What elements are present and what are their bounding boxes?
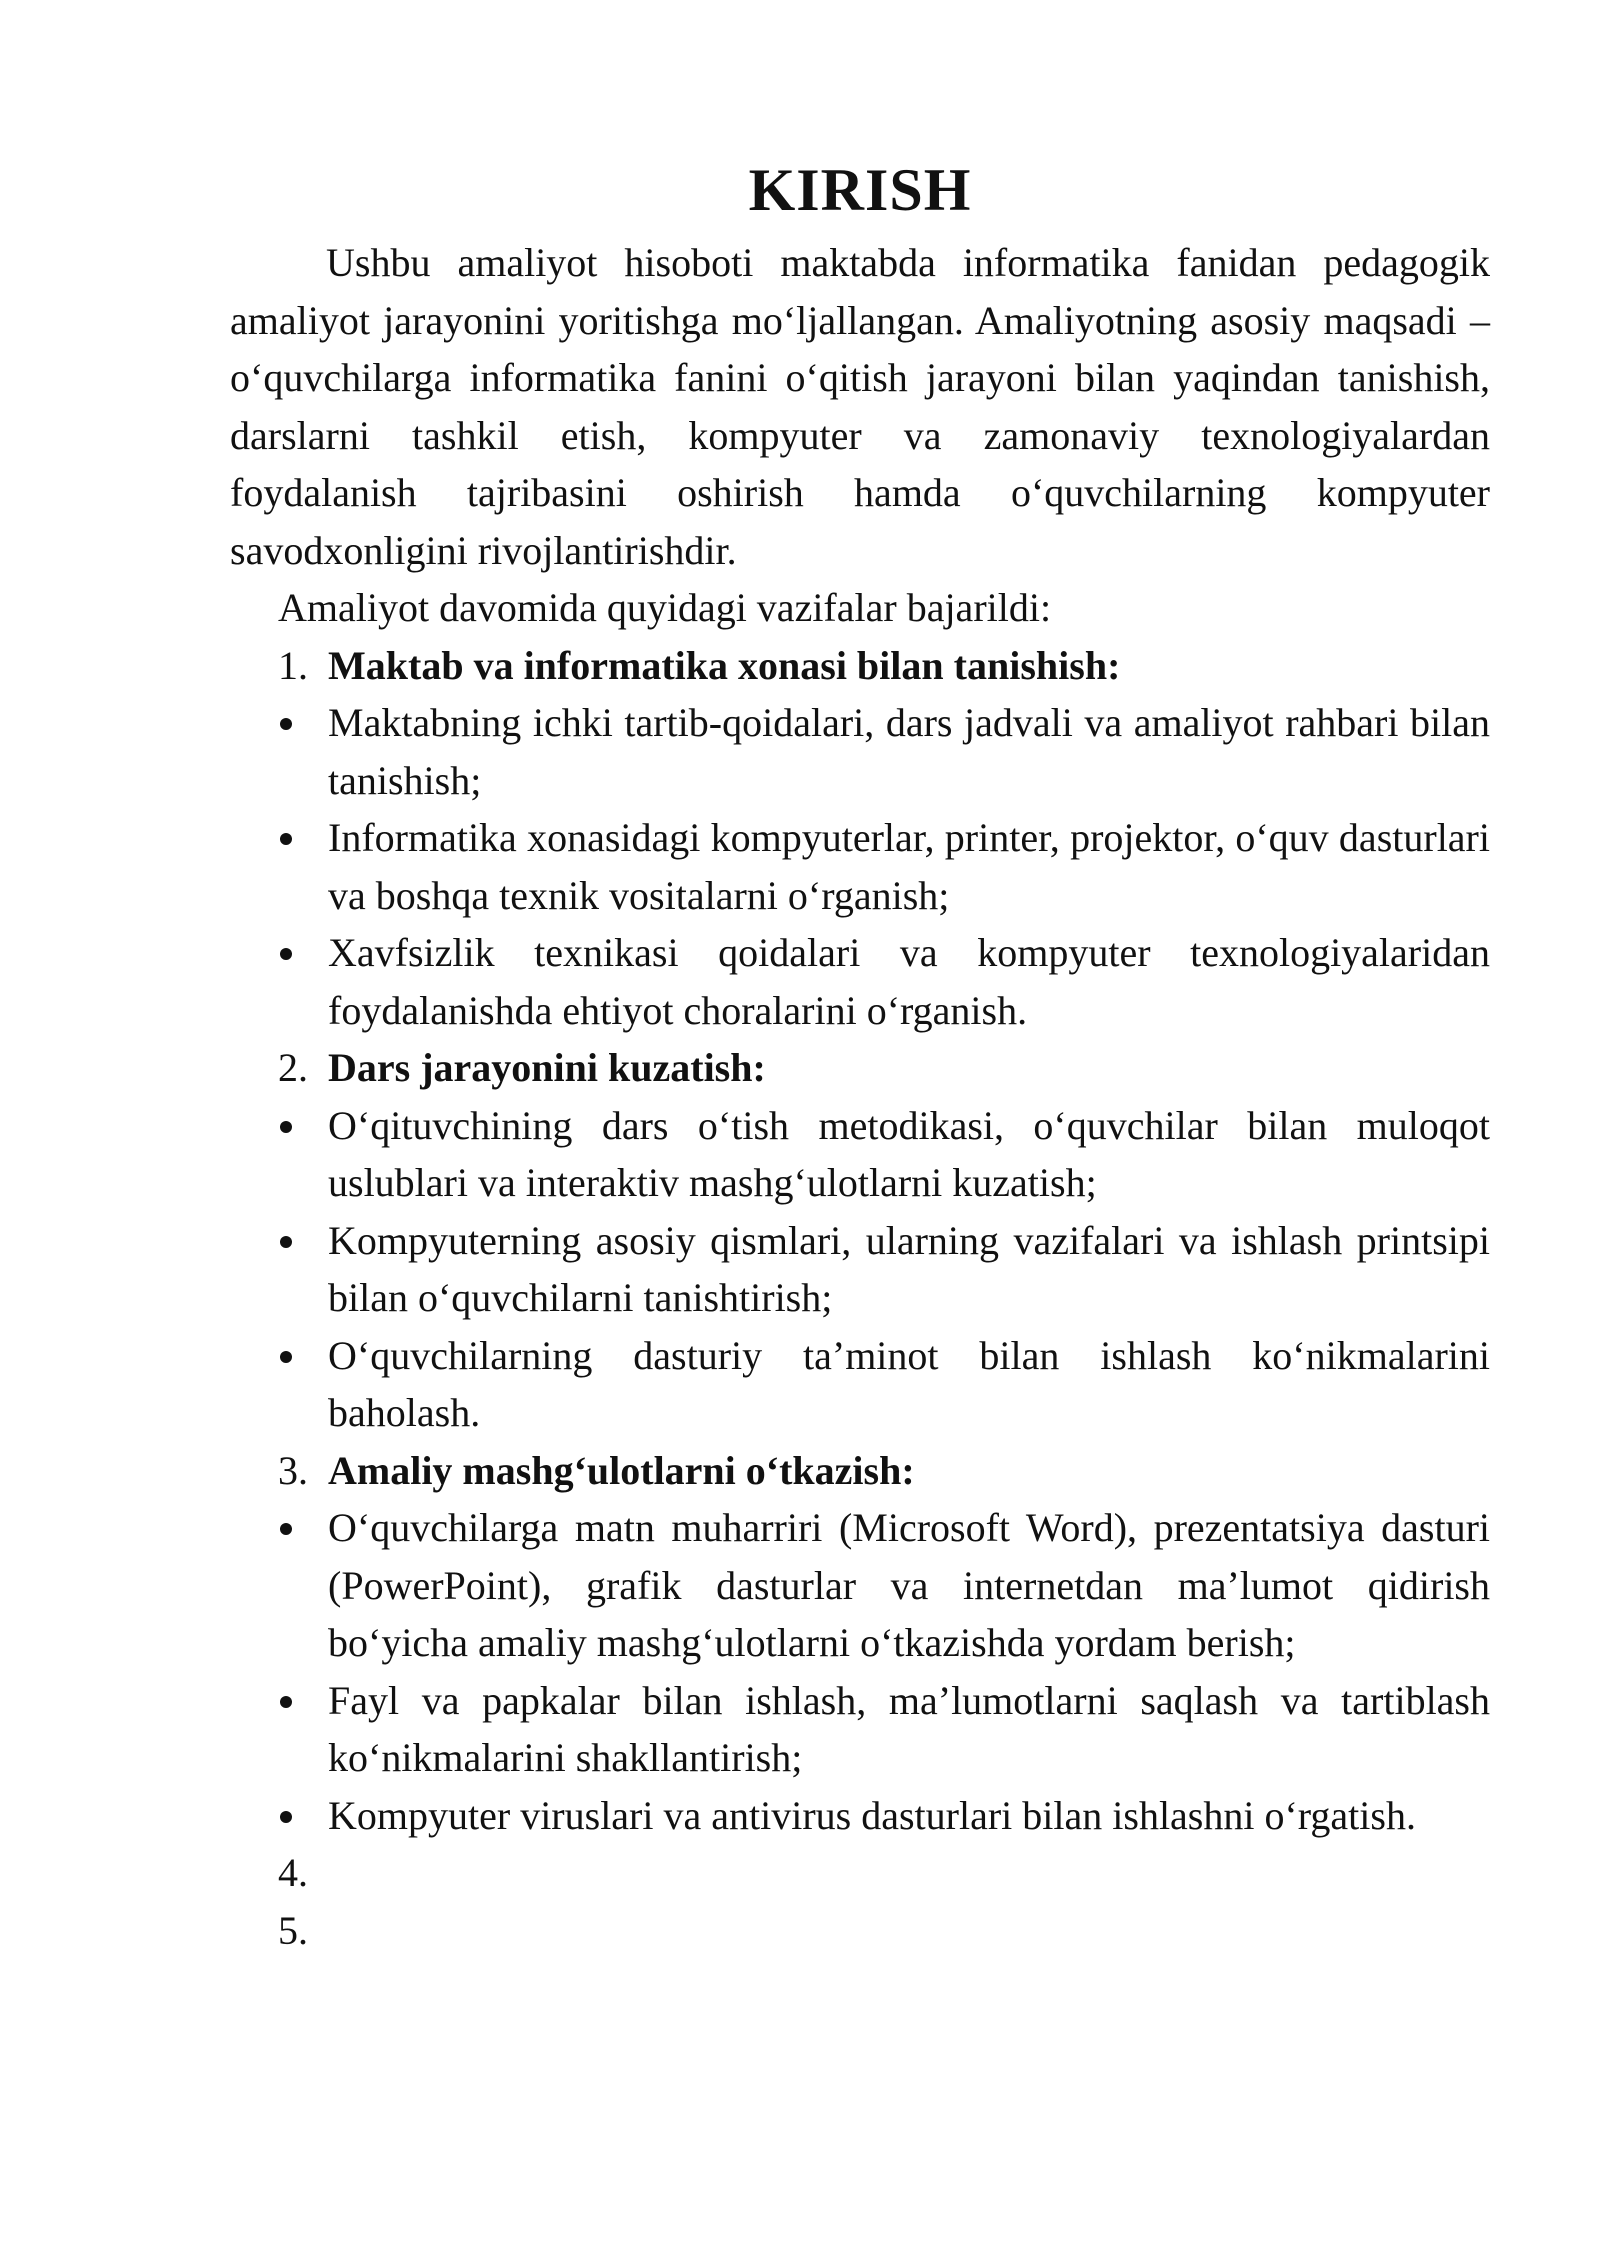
tasks-lead: Amaliyot davomida quyidagi vazifalar bajarildi:	[278, 585, 1052, 630]
bullet-item	[230, 1499, 1490, 1672]
item-number: 2.	[278, 1045, 308, 1090]
item-heading: Amaliy mashg‘ulotlarni o‘tkazish:	[328, 1447, 915, 1493]
bullet-item	[230, 694, 1490, 809]
bullet-icon	[280, 1672, 328, 1730]
bullet-text: O‘quvchilarning dasturiy ta’minot bilan ishlash ko‘nikmalarini baholash.	[328, 1332, 1490, 1435]
bullet-icon	[280, 924, 328, 982]
item-number: 1.	[278, 642, 308, 688]
bullet-text: Xavfsizlik texnikasi qoidalari va kompyuter texnologiyalaridan foydalanishda ehtiyot choralarini o‘rganish.	[328, 930, 1490, 1033]
bullet-text: Maktabning ichki tartib-qoidalari, dars jadvali va amaliyot rahbari bilan tanishish;	[328, 700, 1490, 803]
numbered-item	[230, 1844, 1490, 1902]
document-page	[230, 150, 1490, 1959]
bullet-item	[230, 1212, 1490, 1327]
page-title: KIRISH	[748, 157, 972, 223]
bullet-item	[230, 1097, 1490, 1212]
item-number: 5.	[278, 1907, 308, 1953]
item-heading: Maktab va informatika xonasi bilan tanishish:	[328, 642, 1121, 688]
bullet-icon	[280, 1097, 328, 1155]
bullet-icon	[280, 809, 328, 867]
item-heading	[328, 1908, 338, 1953]
numbered-item	[230, 1442, 1490, 1500]
bullet-text: Kompyuterning asosiy qismlari, ularning vazifalari va ishlash printsipi bilan o‘quvchilarni tanishtirish;	[328, 1217, 1490, 1320]
bullet-icon	[280, 1787, 328, 1845]
bullet-icon	[280, 1212, 328, 1270]
intro-paragraph: Ushbu amaliyot hisoboti maktabda informatika fanidan pedagogik amaliyot jarayonini yoritishga mo‘ljallangan. Amaliyotning asosiy maqsadi – o‘quvchilarga informatika fanini o‘qitish jarayoni bilan yaqindan tanishish, darslarni tashkil etish, kompyuter va zamonaviy texnologiyalardan foydalanish tajribasini oshirish hamda o‘quvchilarning kompyuter savodxonligini rivojlantirishdir.	[230, 240, 1490, 573]
bullet-icon	[280, 1327, 328, 1385]
bullet-icon	[280, 694, 328, 752]
item-number: 3.	[278, 1447, 308, 1493]
numbered-item	[230, 1902, 1490, 1960]
bullet-text: Informatika xonasidagi kompyuterlar, printer, projektor, o‘quv dasturlari va boshqa texnik vositalarni o‘rganish;	[328, 815, 1490, 918]
item-heading: Dars jarayonini kuzatish:	[328, 1045, 766, 1090]
bullet-text: Fayl va papkalar bilan ishlash, ma’lumotlarni saqlash va tartiblash ko‘nikmalarini shakllantirish;	[328, 1677, 1490, 1780]
bullet-icon	[280, 1499, 328, 1557]
bullet-item	[230, 1327, 1490, 1442]
bullet-item	[230, 1787, 1490, 1845]
bullet-text: O‘qituvchining dars o‘tish metodikasi, o‘quvchilar bilan muloqot uslublari va interaktiv mashg‘ulotlarni kuzatish;	[328, 1102, 1490, 1205]
bullet-item	[230, 809, 1490, 924]
item-heading	[328, 1850, 338, 1895]
numbered-item	[230, 637, 1490, 695]
numbered-item	[230, 1039, 1490, 1097]
bullet-item	[230, 924, 1490, 1039]
bullet-item	[230, 1672, 1490, 1787]
bullet-text: Kompyuter viruslari va antivirus dasturlari bilan ishlashni o‘rgatish.	[328, 1792, 1416, 1838]
bullet-text: O‘quvchilarga matn muharriri (Microsoft Word), prezentatsiya dasturi (PowerPoint), grafik dasturlar va internetdan ma’lumot qidirish bo‘yicha amaliy mashg‘ulotlarni o‘tkazishda yordam berish;	[328, 1505, 1490, 1665]
item-number: 4.	[278, 1850, 308, 1895]
